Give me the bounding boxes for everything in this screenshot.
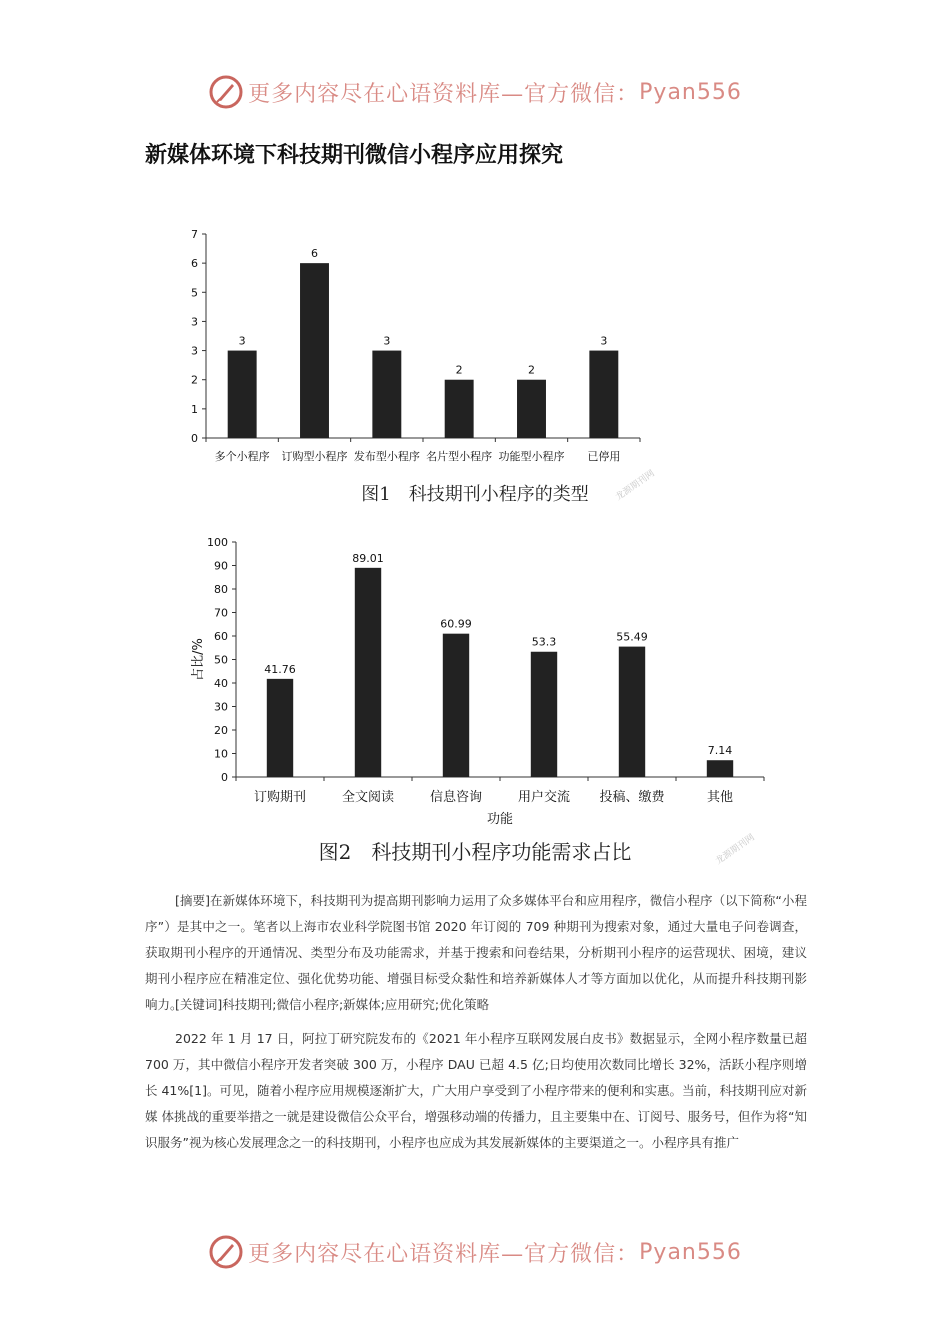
abstract-paragraph: [摘要]在新媒体环境下，科技期刊为提高期刊影响力运用了众多媒体平台和应用程序，微信小程序（以下简称“小程序”）是其中之一。笔者以上海市农业科学院图书馆 2020 年订阅的 709 种期刊为搜索对象，通过大量电子问卷调查，获取期刊小程序的开通情况、类型分布及功能需求，并基于搜索和问卷结果，分析期刊小程序的运营现状、困境，建议期刊小程序应在精准定位、强化优势功能、增强目标受众黏性和培养新媒体人才等方面加以优化，从而提升科技期刊影响力。 <box>145 893 807 1012</box>
y-tick-label: 3 <box>191 344 198 358</box>
y-tick-label: 60 <box>214 630 228 643</box>
x-category-label: 多个小程序 <box>214 450 270 463</box>
bar <box>589 351 618 438</box>
bar <box>531 652 557 777</box>
figure2-caption: 图2 科技期刊小程序功能需求占比 <box>318 840 632 864</box>
bar <box>707 760 733 777</box>
figure1-caption: 图1 科技期刊小程序的类型 <box>361 484 589 505</box>
bar <box>619 647 645 777</box>
y-tick-label: 100 <box>207 536 228 549</box>
x-category-label: 订购型小程序 <box>281 450 348 463</box>
header-banner <box>0 72 950 112</box>
y-tick-label: 1 <box>191 402 198 416</box>
quill-logo-icon <box>208 1234 244 1270</box>
y-tick-label: 90 <box>214 559 228 573</box>
article-title: 新媒体环境下科技期刊微信小程序应用探究 <box>145 143 564 168</box>
bar <box>445 380 474 438</box>
data-label: 3 <box>238 334 246 348</box>
bar <box>355 568 381 777</box>
bar <box>228 351 257 438</box>
y-tick-label: 30 <box>214 700 228 714</box>
x-category-label: 用户交流 <box>517 790 571 805</box>
x-category-label: 全文阅读 <box>341 790 395 805</box>
x-category-label: 发布型小程序 <box>353 450 420 463</box>
y-tick-label: 20 <box>214 724 228 737</box>
y-tick-label: 3 <box>191 315 198 329</box>
figure1-chart <box>0 220 950 470</box>
bar <box>517 380 546 438</box>
x-category-label: 投稿、缴费 <box>599 790 665 805</box>
data-label: 3 <box>600 334 608 348</box>
x-axis-title: 功能 <box>486 812 514 827</box>
x-category-label: 订购期刊 <box>253 790 307 805</box>
data-label: 3 <box>383 334 391 348</box>
bar <box>300 263 329 438</box>
figure2-watermark: 龙源期刊网 <box>714 832 757 867</box>
figure2-chart <box>0 530 950 830</box>
y-tick-label: 50 <box>214 653 228 667</box>
y-tick-label: 0 <box>191 432 198 445</box>
x-category-label: 其他 <box>706 790 734 805</box>
y-tick-label: 10 <box>214 747 228 761</box>
banner-text: 更多内容尽在心语资料库—官方微信： <box>248 1241 640 1267</box>
data-label: 6 <box>311 247 318 261</box>
y-tick-label: 70 <box>214 606 228 620</box>
banner-wechat-id: Pyan556 <box>639 79 742 105</box>
banner-wechat-id: Pyan556 <box>639 1239 742 1265</box>
y-tick-label: 40 <box>214 677 228 690</box>
y-tick-label: 2 <box>191 373 198 387</box>
data-label: 2 <box>528 363 535 377</box>
y-tick-label: 5 <box>191 286 198 300</box>
x-category-label: 信息咨询 <box>429 790 483 805</box>
keywords-paragraph: [关键词]科技期刊;微信小程序;新媒体;应用研究;优化策略 <box>175 997 490 1012</box>
body-paragraph: 2022 年 1 月 17 日，阿拉丁研究院发布的《2021 年小程序互联网发展白皮书》数据显示，全网小程序数量已超 700 万，其中微信小程序开发者突破 300 万，小程序 DAU 已超 4.5 亿;日均使用次数同比增长 32%，活跃小程序则增长 41%[1]。可见，随着小程序应用规模逐渐扩大，广大用户享受到了小程序带来的便利和实惠。当前，科技期刊应对新媒 体挑战的重要举措之一就是建设微信公众平台，增强移动端的传播力，且主要集中在、订阅号、服务号，但作为将“知识服务”视为核心发展理念之一的科技期刊，小程序也应成为其发展新媒体的主要渠道之一。小程序具有推广 <box>145 1031 807 1150</box>
bar <box>267 679 293 777</box>
data-label: 89.01 <box>352 551 384 565</box>
quill-logo-icon <box>208 74 244 110</box>
data-label: 41.76 <box>264 662 296 676</box>
bar <box>372 351 401 438</box>
y-tick-label: 7 <box>191 228 198 241</box>
y-axis-title: 占比/% <box>191 638 206 681</box>
x-category-label: 已停用 <box>587 450 621 463</box>
figure1-watermark: 龙源期刊网 <box>614 468 657 503</box>
y-tick-label: 0 <box>221 771 228 784</box>
data-label: 60.99 <box>440 617 472 631</box>
footer-banner <box>0 1232 950 1272</box>
data-label: 55.49 <box>616 630 648 644</box>
y-tick-label: 6 <box>191 257 198 271</box>
data-label: 7.14 <box>707 744 733 758</box>
bar <box>443 634 469 777</box>
x-category-label: 名片型小程序 <box>426 450 493 463</box>
data-label: 2 <box>455 363 463 377</box>
data-label: 53.3 <box>531 635 557 649</box>
x-category-label: 功能型小程序 <box>498 450 565 463</box>
banner-text: 更多内容尽在心语资料库—官方微信： <box>248 81 640 107</box>
y-tick-label: 80 <box>214 583 228 596</box>
